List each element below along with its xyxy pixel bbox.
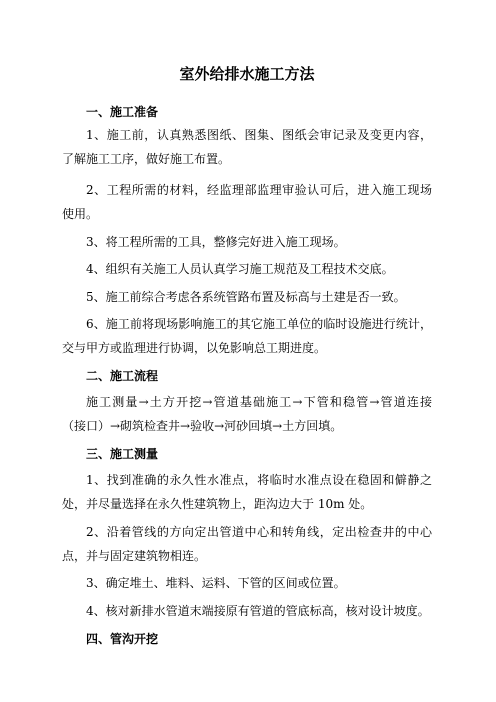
paragraph-line: 处，并尽量选择在永久性建筑物上，距沟边大于 10m 处。 <box>62 497 373 511</box>
paragraph-line: 3、确定堆土、堆料、运料、下管的区间或位置。 <box>86 576 346 590</box>
paragraph-line: 2、工程所需的材料，经监理部监理审验认可后，进入施工现场 <box>86 183 432 197</box>
paragraph-line: 使用。 <box>62 207 99 221</box>
section-heading: 一、施工准备 <box>86 105 159 119</box>
paragraph-line: 1、找到准确的永久性水准点，将临时水准点设在稳固和僻静之 <box>86 473 432 487</box>
paragraph-line: 交与甲方或监理进行协调，以免影响总工期进度。 <box>62 341 327 355</box>
paragraph-line: 6、施工前将现场影响施工的其它施工单位的临时设施进行统计， <box>86 317 432 331</box>
paragraph-line: 施工测量→土方开挖→管道基础施工→下管和稳管→管道连接 <box>86 395 432 409</box>
paragraph-line: 4、组织有关施工人员认真学习施工规范及工程技术交底。 <box>86 262 394 276</box>
paragraph-line: 1、施工前，认真熟悉图纸、图集、图纸会审记录及变更内容， <box>86 128 432 142</box>
section-heading: 三、施工测量 <box>86 447 159 461</box>
paragraph-line: 3、将工程所需的工具，整修完好进入施工现场。 <box>86 235 346 249</box>
paragraph-line: 点，并与固定建筑物相连。 <box>62 549 207 563</box>
document-title: 室外给排水施工方法 <box>179 65 315 83</box>
section-heading: 四、管沟开挖 <box>86 632 159 646</box>
paragraph-line: （接口）→砌筑检查井→验收→河砂回填→土方回填。 <box>62 419 343 433</box>
section-heading: 二、施工流程 <box>86 369 159 383</box>
paragraph-line: 5、施工前综合考虑各系统管路布置及标高与土建是否一致。 <box>86 290 406 304</box>
paragraph-line: 2、沿着管线的方向定出管道中心和转角线，定出检查井的中心 <box>86 525 432 539</box>
paragraph-line: 4、核对新排水管道末端接原有管道的管底标高，核对设计坡度。 <box>86 604 430 618</box>
paragraph-line: 了解施工工序，做好施工布置。 <box>62 152 231 166</box>
